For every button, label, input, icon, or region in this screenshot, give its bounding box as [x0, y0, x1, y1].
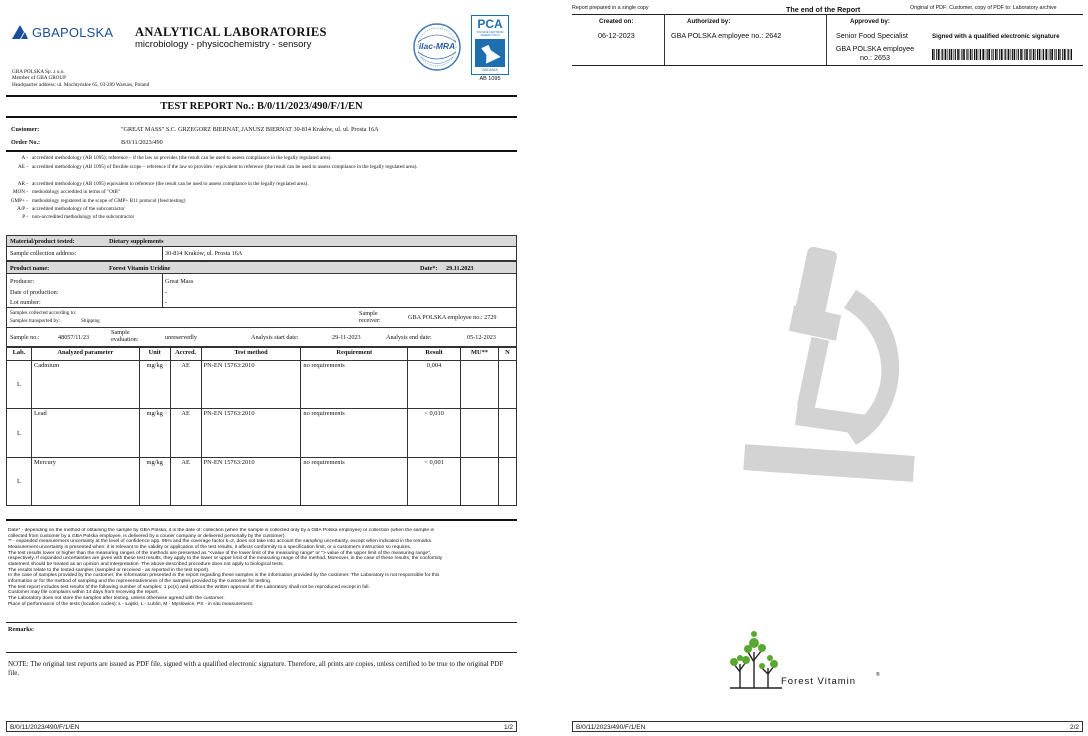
lab-title: ANALYTICAL LABORATORIES	[135, 25, 327, 39]
barcode-bar	[1067, 49, 1068, 60]
date-label: Date*:	[420, 265, 438, 272]
product-value: Forest Vitamin Uridine	[109, 265, 171, 272]
barcode-bar	[1004, 49, 1005, 60]
customer-block	[6, 118, 517, 152]
ilac-label: ilac-MRA	[418, 41, 456, 51]
barcode-bar	[963, 49, 965, 60]
barcode-bar	[991, 49, 992, 60]
barcode-bar	[961, 49, 962, 60]
product-label: Product name:	[10, 265, 50, 272]
page-footer	[572, 721, 1083, 732]
barcode-bar	[1058, 49, 1060, 60]
note-line: information or for the method of sampling and the representativeness of the samples provided by the customer for testing.	[8, 578, 272, 584]
cell-result: 0,004	[408, 361, 461, 409]
material-label: Material/product tested:	[10, 238, 75, 245]
cell-method: PN-EN 15763:2010	[201, 409, 301, 458]
receiver-label: Sample receiver:	[359, 310, 381, 324]
cell-parameter: Cadmium	[31, 361, 139, 409]
barcode-bar	[949, 49, 950, 60]
col-method: Test method	[201, 348, 301, 361]
cell-result: < 0,001	[408, 458, 461, 506]
cell-result: < 0,010	[408, 409, 461, 458]
barcode-bar	[1045, 49, 1047, 60]
order-label: Order No.:	[11, 139, 41, 146]
legend-text: accredited methodology of the subcontractor	[32, 206, 125, 212]
barcode-bar	[1008, 49, 1010, 60]
note-line: Date* - depending on the method of obtaining the sample by GBA Polska, it is the date of: collection (when the sample is collected only by a GBA Polska employee) or collection (when the sample is	[8, 528, 434, 533]
cell-accred: AE	[170, 409, 201, 458]
barcode-bar	[1029, 49, 1030, 60]
divider	[664, 14, 665, 65]
pca-sub: POLSKIE CENTRUM AKREDYTACJI	[476, 30, 504, 37]
cell-requirement: no requirements	[301, 458, 408, 506]
barcode-bar	[967, 49, 968, 60]
registered-mark-icon: ®	[876, 672, 880, 678]
table-row	[7, 409, 517, 458]
note-line: respectively. If expanded uncertainties are given with these test results, they apply to the lower or upper limit of the measuring range of the method. Moreover, in the case of these results, the conformity	[8, 556, 443, 562]
lot-label: Lot number:	[10, 299, 41, 306]
cell-method: PN-EN 15763:2010	[201, 458, 301, 506]
pca-tag: BADANIA	[482, 68, 498, 72]
barcode-bar	[972, 49, 973, 60]
barcode-bar	[993, 49, 994, 60]
legend-code: MON -	[12, 189, 28, 195]
barcode-bar	[1018, 49, 1019, 60]
barcode-bar	[1020, 49, 1022, 60]
barcode-bar	[966, 49, 967, 60]
legend-text: accredited methodology (AB 1095) of flexible scope – reference if the law so provides / equivalent to reference (the result can be used to assess compliance in the legally regulated area).	[32, 164, 418, 170]
collected-label: Samples collected according to:	[10, 310, 77, 316]
cell-n	[498, 458, 516, 506]
barcode-bar	[1024, 49, 1025, 60]
barcode-bar	[1033, 49, 1035, 60]
note-line: ** - expanded measurement uncertainty at the level of confidence app. 95% and the coverage factor k=2, does not take into account the sampling uncertainty, except when indicated in the remarks.	[8, 539, 433, 545]
approved-value: GBA POLSKA employee no.: 2653	[835, 44, 915, 62]
divider	[6, 519, 517, 521]
note-line: In the case of samples provided by the customer, the information presented in the report regarding these samples is the information provided by the customer. The Laboratory is not responsible for this	[8, 573, 440, 579]
cell-accred: AE	[170, 458, 201, 506]
cell-n	[498, 361, 516, 409]
barcode-bar	[1012, 49, 1013, 60]
gba-polska-logo	[12, 24, 112, 42]
report-page-1	[0, 0, 522, 736]
barcode-bar	[941, 49, 942, 60]
report-page-2	[566, 0, 1088, 736]
trees-icon	[726, 630, 786, 690]
company-line: Member of GBA GROUP	[12, 75, 67, 82]
divider	[572, 65, 1083, 66]
divider	[6, 622, 517, 623]
note-line: The Laboratory does not store the samples after testing, unless otherwise agreed with the customer.	[8, 595, 225, 601]
legend-text: accredited methodology (AB 1095); reference – if the law so provides (the result can be used to assess compliance in the legally regulated area).	[32, 155, 332, 161]
barcode-bar	[1060, 49, 1061, 60]
legend-code: P -	[22, 214, 28, 220]
collection-row	[6, 247, 517, 261]
barcode-bar	[932, 49, 934, 60]
forest-vitamin-logo	[726, 630, 886, 692]
barcode-bar	[942, 49, 943, 60]
lot-value: -	[165, 299, 168, 306]
barcode-bar	[1023, 49, 1024, 60]
cell-lab: L	[7, 361, 32, 409]
barcode-bar	[1017, 49, 1018, 60]
evaluation-label: Sample evaluation:	[111, 329, 139, 343]
note-line: statement should be treated as an opinion and interpretation. The above-described procedure does not apply to biological tests.	[8, 561, 284, 567]
footer-page-number: 2/2	[1069, 724, 1079, 731]
col-mu: MU**	[461, 348, 499, 361]
cell-unit: mg/kg	[139, 409, 170, 458]
barcode-bar	[1043, 49, 1044, 60]
brand-name: GBAPOLSKA	[32, 25, 114, 40]
remarks-label: Remarks:	[8, 626, 35, 633]
cell-mu	[461, 409, 499, 458]
col-unit: Unit	[139, 348, 170, 361]
note-line: Measurement uncertainty is presented when: it is relevant to the validity or application of the test results, it affects conformity to a specification limit, or a customer's instruction so requires.	[8, 544, 412, 550]
barcode-bar	[985, 49, 986, 60]
barcode	[932, 47, 1072, 58]
signature-note: Signed with a qualified electronic signature	[932, 33, 1060, 40]
authorized-label: Authorized by:	[687, 18, 731, 25]
legend-code: AR -	[17, 181, 28, 187]
created-label: Created on:	[599, 18, 634, 25]
barcode-bar	[979, 49, 980, 60]
footer-report-id: B/0/11/2023/490/F/1/EN	[576, 724, 646, 731]
col-accred: Accred.	[170, 348, 201, 361]
cell-requirement: no requirements	[301, 409, 408, 458]
divider	[162, 247, 163, 261]
barcode-bar	[1030, 49, 1031, 60]
barcode-bar	[997, 49, 998, 60]
pdf-note: NOTE: The original test reports are issued as PDF file, signed with a qualified electronic signature. Therefore, all prints are copies, unless certified to be true to the original PDF file.	[8, 660, 504, 677]
barcode-bar	[1005, 49, 1006, 60]
producer-block	[6, 274, 517, 308]
barcode-bar	[1037, 49, 1038, 60]
barcode-bar	[1014, 49, 1016, 60]
company-info	[12, 69, 149, 88]
company-line: Headquarter address: ul. Mochtyńskie 65, 03-289 Warsaw, Poland	[12, 81, 150, 88]
transported-value: Shipping	[81, 318, 100, 324]
barcode-bar	[960, 49, 961, 60]
note-line: Customer may file complains within 14 days from receiving the report.	[8, 590, 159, 596]
date-value: 29.11.2023	[446, 265, 474, 272]
barcode-bar	[1064, 49, 1066, 60]
start-label: Analysis start date:	[251, 334, 299, 341]
transported-label: Samples transported by:	[10, 318, 61, 324]
col-parameter: Analyzed parameter	[31, 348, 139, 361]
barcode-bar	[1056, 49, 1057, 60]
barcode-bar	[999, 49, 1000, 60]
barcode-bar	[954, 49, 955, 60]
barcode-bar	[995, 49, 997, 60]
gba-logo-icon	[12, 25, 32, 41]
barcode-bar	[980, 49, 981, 60]
barcode-bar	[936, 49, 937, 60]
sample-no-value: 48057/11/23	[58, 334, 90, 341]
collection-value: 30-814 Kraków, ul. Prosta 16A	[165, 250, 243, 257]
authorized-value: GBA POLSKA employee no.: 2642	[671, 31, 782, 40]
barcode-bar	[1042, 49, 1043, 60]
results-table	[6, 347, 517, 506]
note-line: The test report includes test results of the following number of samples: 1 pc(s) and without the written approval of the Laboratory shall not be reproduced except in full.	[8, 584, 370, 590]
footer-report-id: B/0/11/2023/490/F/1/EN	[10, 724, 80, 731]
sample-info-row	[6, 328, 517, 347]
order-value: B/0/11/2023/490	[121, 139, 163, 146]
barcode-bar	[951, 49, 953, 60]
cell-accred: AE	[170, 361, 201, 409]
divider	[6, 652, 517, 653]
pca-logo	[471, 15, 509, 75]
col-requirement: Requirement	[301, 348, 408, 361]
forest-vitamin-text: Forest Vitamin	[781, 676, 857, 687]
producer-label: Producer:	[10, 278, 35, 285]
table-header-row	[7, 348, 517, 361]
table-row	[7, 361, 517, 409]
barcode-bar	[947, 49, 948, 60]
barcode-bar	[1068, 49, 1069, 60]
legend-code: A/P -	[17, 206, 28, 212]
customer-value: "GREAT MASS" S.C. GRZEGORZ BIERNAT, JANUSZ BIERNAT 30-814 Kraków, ul. ul. Prosta 16A	[121, 126, 379, 133]
legend-text: methodology registered in the scope of GMP+ B11 protocol (feed testing)	[32, 198, 186, 204]
cell-parameter: Mercury	[31, 458, 139, 506]
cell-lab: L	[7, 458, 32, 506]
lab-subtitle: microbiology - physicochemistry - sensory	[135, 39, 312, 50]
page-footer	[6, 721, 517, 732]
approved-label: Approved by:	[850, 18, 890, 25]
col-lab: Lab.	[7, 348, 32, 361]
cell-mu	[461, 458, 499, 506]
end-value: 05-12-2023	[467, 334, 496, 341]
receiver-value: GBA POLSKA employee no.: 2729	[408, 314, 497, 321]
barcode-bar	[934, 49, 935, 60]
collection-label: Sample collection address:	[10, 250, 77, 257]
footer-page-number: 1/2	[503, 724, 513, 731]
barcode-bar	[1048, 49, 1049, 60]
legend-code: A -	[21, 155, 28, 161]
cell-mu	[461, 361, 499, 409]
note-line: The results relate to the tested samples (sampled or received - as reported in the test report).	[8, 567, 210, 573]
microscope-watermark-icon	[736, 240, 926, 490]
pca-label: PCA	[477, 17, 503, 31]
barcode-bar	[1039, 49, 1041, 60]
ilac-mra-logo	[412, 22, 462, 72]
production-date-label: Date of production:	[10, 289, 59, 296]
barcode-bar	[1062, 49, 1063, 60]
legend-code: GMP+ -	[10, 198, 28, 204]
barcode-bar	[1001, 49, 1003, 60]
barcode-bar	[988, 49, 990, 60]
barcode-bar	[1054, 49, 1055, 60]
sample-no-label: Sample no.:	[10, 334, 40, 341]
sampling-block	[6, 308, 517, 328]
cell-parameter: Lead	[31, 409, 139, 458]
divider	[572, 14, 1083, 15]
legend-text: non-accredited methodology of the subcontractor	[32, 214, 135, 220]
accreditation-number: AB 1095	[479, 76, 501, 82]
material-row	[6, 235, 517, 247]
barcode-bar	[1026, 49, 1028, 60]
start-value: 29-11-2023	[332, 334, 361, 341]
report-title: TEST REPORT No.: B/0/11/2023/490/F/1/EN	[160, 101, 363, 112]
legend-code: AE -	[18, 164, 28, 170]
barcode-bar	[1035, 49, 1036, 60]
note-line: The test results lower or higher than the measuring ranges of the methods are presented as "<value of the lower limit of the measuring range" or "> value of the upper limit of the measuring range",	[8, 550, 432, 556]
original-pdf-note: Original of PDF: Customer, copy of PDF to: Laboratory archive	[910, 5, 1057, 11]
production-date-value: -	[165, 289, 168, 296]
barcode-bar	[945, 49, 947, 60]
legend-text: methodology accredited in terms of "OtB"	[32, 189, 120, 195]
end-of-report: The end of the Report	[786, 5, 861, 14]
barcode-bar	[955, 49, 956, 60]
barcode-bar	[938, 49, 940, 60]
material-value: Dietary supplements	[109, 238, 164, 245]
customer-label: Customer:	[11, 126, 40, 133]
pca-flask-icon	[475, 39, 505, 67]
col-result: Result	[408, 348, 461, 361]
barcode-bar	[1071, 49, 1072, 60]
barcode-bar	[982, 49, 984, 60]
approved-role: Senior Food Specialist	[836, 31, 908, 40]
company-line: GBA POLSKA Sp. z o.o.	[12, 69, 65, 75]
barcode-bar	[987, 49, 988, 60]
barcode-bar	[976, 49, 978, 60]
evaluation-value: unreservedly	[165, 334, 197, 341]
col-n: N	[498, 348, 516, 361]
barcode-bar	[957, 49, 959, 60]
cell-method: PN-EN 15763:2010	[201, 361, 301, 409]
note-line: collected from customer by a GBA Polska employee, is delivered by a courier company or delivered personally by the customer).	[8, 533, 286, 539]
cell-lab: L	[7, 409, 32, 458]
table-row	[7, 458, 517, 506]
barcode-bar	[970, 49, 972, 60]
cell-unit: mg/kg	[139, 361, 170, 409]
report-notes	[8, 528, 517, 607]
product-row	[6, 261, 517, 274]
created-value: 06-12-2023	[598, 31, 635, 40]
cell-n	[498, 409, 516, 458]
note-line: Place of performance of the tests (location codes): Ł - Łajski, L - Lublin, M - Mysłowice, PS - in situ measurement.	[8, 601, 254, 607]
end-label: Analysis end date:	[386, 334, 432, 341]
divider	[826, 14, 827, 65]
barcode-bar	[974, 49, 975, 60]
single-copy-note: Report prepared in a single copy	[572, 5, 649, 11]
cell-unit: mg/kg	[139, 458, 170, 506]
producer-value: Great Mass	[165, 278, 194, 285]
barcode-bar	[1010, 49, 1011, 60]
divider	[6, 95, 517, 97]
legend-text: accredited methodology (AB 1095) equivalent to reference (the result can be used to assess compliance in the legally regulated area).	[32, 181, 309, 187]
barcode-bar	[1051, 49, 1053, 60]
barcode-bar	[1050, 49, 1051, 60]
divider	[162, 274, 163, 308]
cell-requirement: no requirements	[301, 361, 408, 409]
